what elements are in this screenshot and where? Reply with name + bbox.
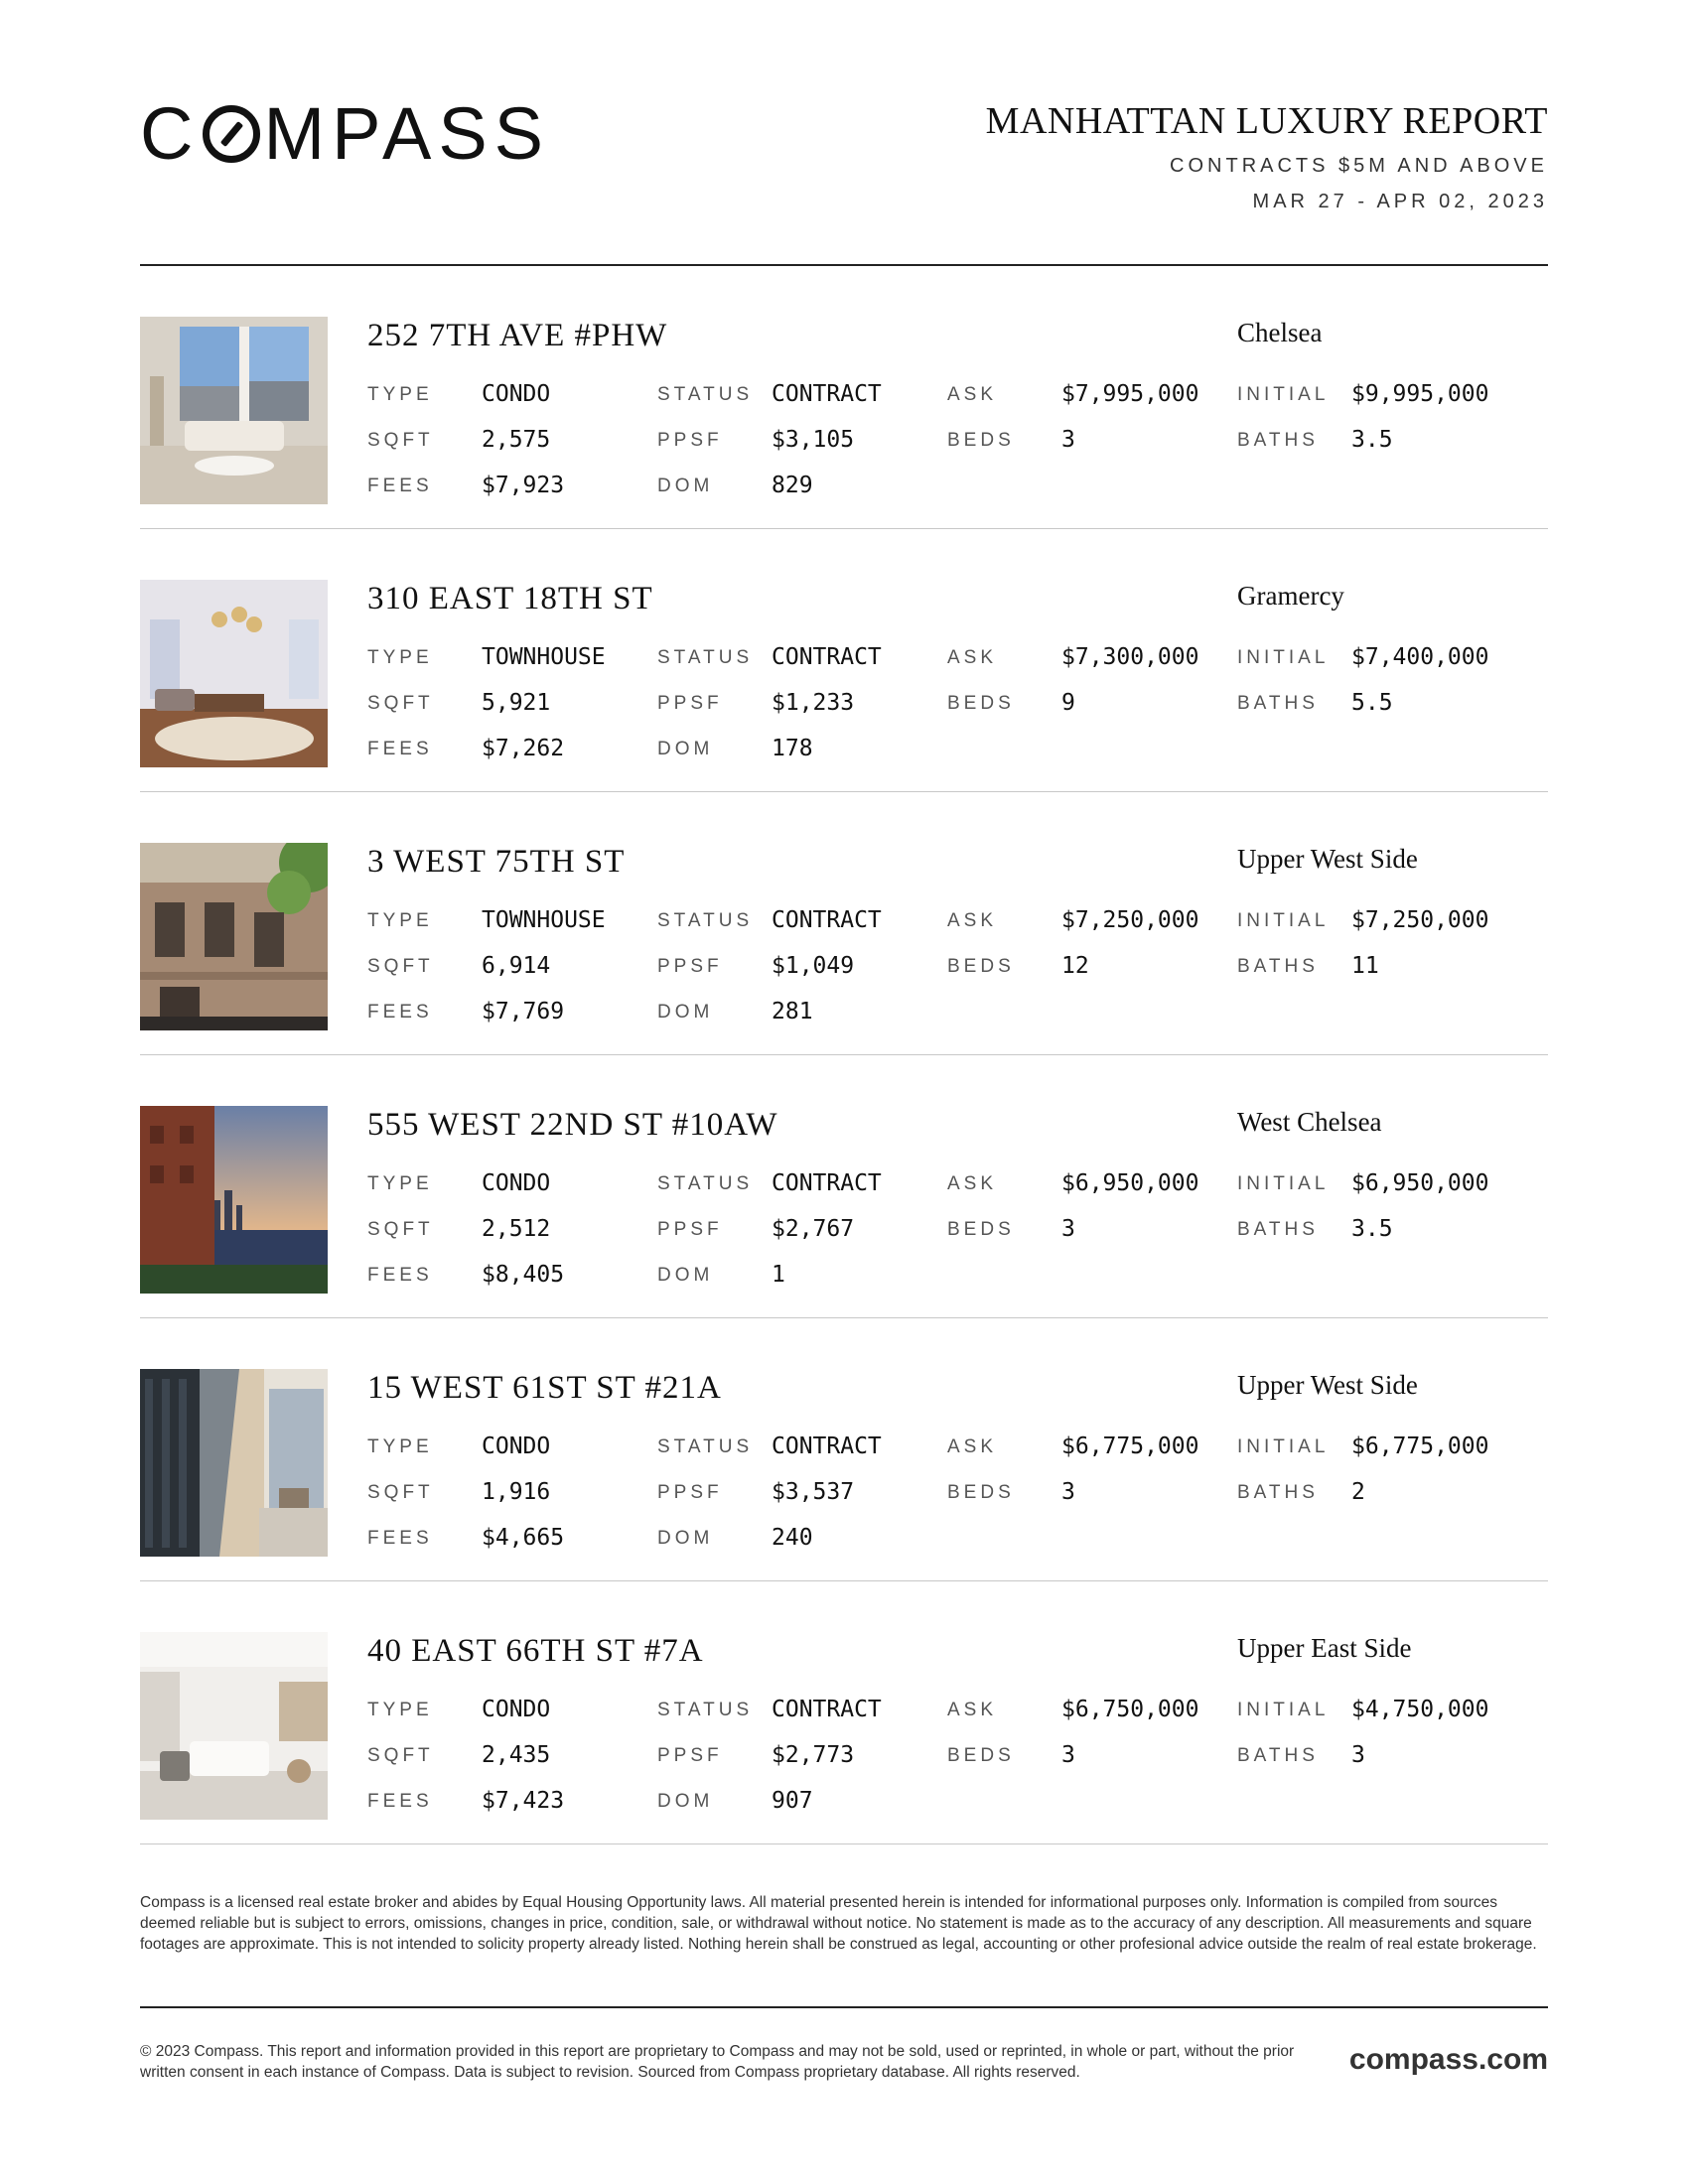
listing-row bbox=[140, 1318, 1548, 1581]
ppsf-label: PPSF bbox=[657, 430, 723, 451]
initial-label: INITIAL bbox=[1237, 1436, 1330, 1457]
copyright-notice: © 2023 Compass. This report and information provided in this report are proprietary to Compass and may not be sold, used or reprinted, in whole or part, without the prior written consent in each instance of Compass. Data is subject to revision. Sourced from Compass proprietary database. All rights reserved. bbox=[140, 2043, 1295, 2081]
listing-row bbox=[140, 529, 1548, 792]
fees-label: FEES bbox=[367, 739, 433, 759]
ppsf-value: $3,537 bbox=[772, 1479, 855, 1505]
beds-value: 12 bbox=[1061, 953, 1089, 979]
baths-label: BATHS bbox=[1237, 1482, 1319, 1503]
beds-label: BEDS bbox=[947, 430, 1015, 451]
listing-photo bbox=[140, 580, 328, 767]
report-header bbox=[140, 0, 1548, 266]
dom-value: 907 bbox=[772, 1788, 813, 1814]
beds-label: BEDS bbox=[947, 956, 1015, 977]
ask-value: $6,775,000 bbox=[1061, 1433, 1199, 1459]
baths-label: BATHS bbox=[1237, 1745, 1319, 1766]
listing-address: 15 WEST 61ST ST #21A bbox=[367, 1370, 722, 1406]
status-value: CONTRACT bbox=[772, 1697, 882, 1722]
legal-disclaimer: Compass is a licensed real estate broker and abides by Equal Housing Opportunity laws. All material presented herein is intended for informational purposes only. Information is compiled from sources deemed reliable but is subject to errors, omissions, changes in price, condition, sale, or withdrawal without notice. No statement is made as to the accuracy of any description. All measurements and square footages are approximate. This is not intended to solicity property already listed. Nothing herein shall be construed as legal, accounting or other profesional advice outside the realm of real estate brokerage. bbox=[140, 1894, 1537, 1953]
ppsf-label: PPSF bbox=[657, 693, 723, 714]
ask-label: ASK bbox=[947, 1436, 998, 1457]
report-title: MANHATTAN LUXURY REPORT bbox=[985, 100, 1548, 142]
ppsf-label: PPSF bbox=[657, 1745, 723, 1766]
dom-label: DOM bbox=[657, 1528, 714, 1549]
listing-row bbox=[140, 1055, 1548, 1318]
beds-value: 3 bbox=[1061, 427, 1075, 453]
status-value: CONTRACT bbox=[772, 644, 882, 670]
dom-value: 281 bbox=[772, 999, 813, 1024]
baths-label: BATHS bbox=[1237, 430, 1319, 451]
report-subtitle: CONTRACTS $5M AND ABOVE bbox=[1170, 155, 1548, 177]
ppsf-value: $2,767 bbox=[772, 1216, 855, 1242]
baths-label: BATHS bbox=[1237, 693, 1319, 714]
listing-neighborhood: Upper West Side bbox=[1237, 844, 1418, 874]
initial-label: INITIAL bbox=[1237, 910, 1330, 931]
initial-value: $9,995,000 bbox=[1351, 381, 1489, 407]
sqft-value: 1,916 bbox=[482, 1479, 551, 1505]
sqft-label: SQFT bbox=[367, 1219, 434, 1240]
beds-label: BEDS bbox=[947, 693, 1015, 714]
ask-label: ASK bbox=[947, 384, 998, 405]
sqft-label: SQFT bbox=[367, 956, 434, 977]
baths-value: 2 bbox=[1351, 1479, 1365, 1505]
listing-address: 555 WEST 22ND ST #10AW bbox=[367, 1107, 778, 1143]
website-link[interactable]: compass.com bbox=[1348, 2043, 1548, 2076]
initial-value: $6,950,000 bbox=[1351, 1170, 1489, 1196]
initial-label: INITIAL bbox=[1237, 384, 1330, 405]
listing-photo bbox=[140, 317, 328, 504]
sqft-label: SQFT bbox=[367, 1745, 434, 1766]
beds-value: 9 bbox=[1061, 690, 1075, 716]
baths-value: 11 bbox=[1351, 953, 1379, 979]
type-label: TYPE bbox=[367, 1700, 433, 1720]
sqft-value: 2,512 bbox=[482, 1216, 551, 1242]
beds-value: 3 bbox=[1061, 1742, 1075, 1768]
listing-neighborhood: Upper East Side bbox=[1237, 1633, 1412, 1663]
baths-value: 3 bbox=[1351, 1742, 1365, 1768]
listing-photo bbox=[140, 1632, 328, 1820]
sqft-value: 5,921 bbox=[482, 690, 551, 716]
ppsf-value: $2,773 bbox=[772, 1742, 855, 1768]
ask-value: $6,950,000 bbox=[1061, 1170, 1199, 1196]
listing-address: 3 WEST 75TH ST bbox=[367, 844, 626, 880]
fees-value: $8,405 bbox=[482, 1262, 565, 1288]
initial-value: $7,400,000 bbox=[1351, 644, 1489, 670]
sqft-value: 6,914 bbox=[482, 953, 551, 979]
fees-label: FEES bbox=[367, 476, 433, 496]
type-value: TOWNHOUSE bbox=[482, 644, 606, 670]
baths-value: 5.5 bbox=[1351, 690, 1393, 716]
initial-value: $4,750,000 bbox=[1351, 1697, 1489, 1722]
report-date-range: MAR 27 - APR 02, 2023 bbox=[1252, 191, 1548, 212]
dom-value: 1 bbox=[772, 1262, 785, 1288]
sqft-label: SQFT bbox=[367, 1482, 434, 1503]
dom-value: 178 bbox=[772, 736, 813, 761]
status-label: STATUS bbox=[657, 1700, 754, 1720]
initial-label: INITIAL bbox=[1237, 647, 1330, 668]
ppsf-label: PPSF bbox=[657, 956, 723, 977]
baths-value: 3.5 bbox=[1351, 427, 1393, 453]
initial-value: $7,250,000 bbox=[1351, 907, 1489, 933]
dom-label: DOM bbox=[657, 739, 714, 759]
fees-value: $4,665 bbox=[482, 1525, 565, 1551]
baths-label: BATHS bbox=[1237, 956, 1319, 977]
listing-row bbox=[140, 266, 1548, 529]
ppsf-value: $1,233 bbox=[772, 690, 855, 716]
status-label: STATUS bbox=[657, 384, 754, 405]
listing-address: 252 7TH AVE #PHW bbox=[367, 318, 668, 353]
fees-label: FEES bbox=[367, 1265, 433, 1286]
listing-photo bbox=[140, 843, 328, 1030]
listing-address: 310 EAST 18TH ST bbox=[367, 581, 653, 616]
listing-neighborhood: Chelsea bbox=[1237, 318, 1323, 347]
listing-neighborhood: Upper West Side bbox=[1237, 1370, 1418, 1400]
type-value: CONDO bbox=[482, 1170, 551, 1196]
ask-label: ASK bbox=[947, 910, 998, 931]
sqft-value: 2,575 bbox=[482, 427, 551, 453]
dom-label: DOM bbox=[657, 1791, 714, 1812]
sqft-value: 2,435 bbox=[482, 1742, 551, 1768]
compass-logo: C MPASS bbox=[140, 92, 551, 175]
baths-value: 3.5 bbox=[1351, 1216, 1393, 1242]
footer-divider bbox=[140, 2006, 1548, 2008]
type-label: TYPE bbox=[367, 647, 433, 668]
fees-value: $7,262 bbox=[482, 736, 565, 761]
report-page bbox=[140, 0, 1548, 2184]
status-label: STATUS bbox=[657, 1436, 754, 1457]
ppsf-label: PPSF bbox=[657, 1219, 723, 1240]
type-label: TYPE bbox=[367, 1436, 433, 1457]
listing-row bbox=[140, 792, 1548, 1055]
initial-label: INITIAL bbox=[1237, 1173, 1330, 1194]
type-label: TYPE bbox=[367, 1173, 433, 1194]
fees-value: $7,423 bbox=[482, 1788, 565, 1814]
fees-value: $7,923 bbox=[482, 473, 565, 498]
baths-label: BATHS bbox=[1237, 1219, 1319, 1240]
listing-address: 40 EAST 66TH ST #7A bbox=[367, 1633, 704, 1669]
status-label: STATUS bbox=[657, 1173, 754, 1194]
ask-label: ASK bbox=[947, 1173, 998, 1194]
fees-label: FEES bbox=[367, 1791, 433, 1812]
ask-value: $6,750,000 bbox=[1061, 1697, 1199, 1722]
status-value: CONTRACT bbox=[772, 907, 882, 933]
listing-photo bbox=[140, 1369, 328, 1557]
type-value: CONDO bbox=[482, 381, 551, 407]
ppsf-value: $3,105 bbox=[772, 427, 855, 453]
beds-value: 3 bbox=[1061, 1216, 1075, 1242]
fees-label: FEES bbox=[367, 1002, 433, 1023]
dom-label: DOM bbox=[657, 476, 714, 496]
status-value: CONTRACT bbox=[772, 381, 882, 407]
dom-label: DOM bbox=[657, 1002, 714, 1023]
initial-value: $6,775,000 bbox=[1351, 1433, 1489, 1459]
status-value: CONTRACT bbox=[772, 1433, 882, 1459]
dom-label: DOM bbox=[657, 1265, 714, 1286]
ppsf-label: PPSF bbox=[657, 1482, 723, 1503]
listing-photo bbox=[140, 1106, 328, 1294]
listing-neighborhood: West Chelsea bbox=[1237, 1107, 1382, 1137]
type-value: CONDO bbox=[482, 1697, 551, 1722]
sqft-label: SQFT bbox=[367, 430, 434, 451]
listing-row bbox=[140, 1581, 1548, 1844]
type-label: TYPE bbox=[367, 910, 433, 931]
ask-value: $7,995,000 bbox=[1061, 381, 1199, 407]
ask-label: ASK bbox=[947, 1700, 998, 1720]
ask-label: ASK bbox=[947, 647, 998, 668]
type-label: TYPE bbox=[367, 384, 433, 405]
beds-label: BEDS bbox=[947, 1745, 1015, 1766]
dom-value: 829 bbox=[772, 473, 813, 498]
sqft-label: SQFT bbox=[367, 693, 434, 714]
ask-value: $7,300,000 bbox=[1061, 644, 1199, 670]
ppsf-value: $1,049 bbox=[772, 953, 855, 979]
beds-label: BEDS bbox=[947, 1482, 1015, 1503]
dom-value: 240 bbox=[772, 1525, 813, 1551]
type-value: TOWNHOUSE bbox=[482, 907, 606, 933]
status-label: STATUS bbox=[657, 647, 754, 668]
beds-label: BEDS bbox=[947, 1219, 1015, 1240]
status-label: STATUS bbox=[657, 910, 754, 931]
initial-label: INITIAL bbox=[1237, 1700, 1330, 1720]
listing-neighborhood: Gramercy bbox=[1237, 581, 1344, 611]
type-value: CONDO bbox=[482, 1433, 551, 1459]
fees-value: $7,769 bbox=[482, 999, 565, 1024]
fees-label: FEES bbox=[367, 1528, 433, 1549]
status-value: CONTRACT bbox=[772, 1170, 882, 1196]
beds-value: 3 bbox=[1061, 1479, 1075, 1505]
ask-value: $7,250,000 bbox=[1061, 907, 1199, 933]
